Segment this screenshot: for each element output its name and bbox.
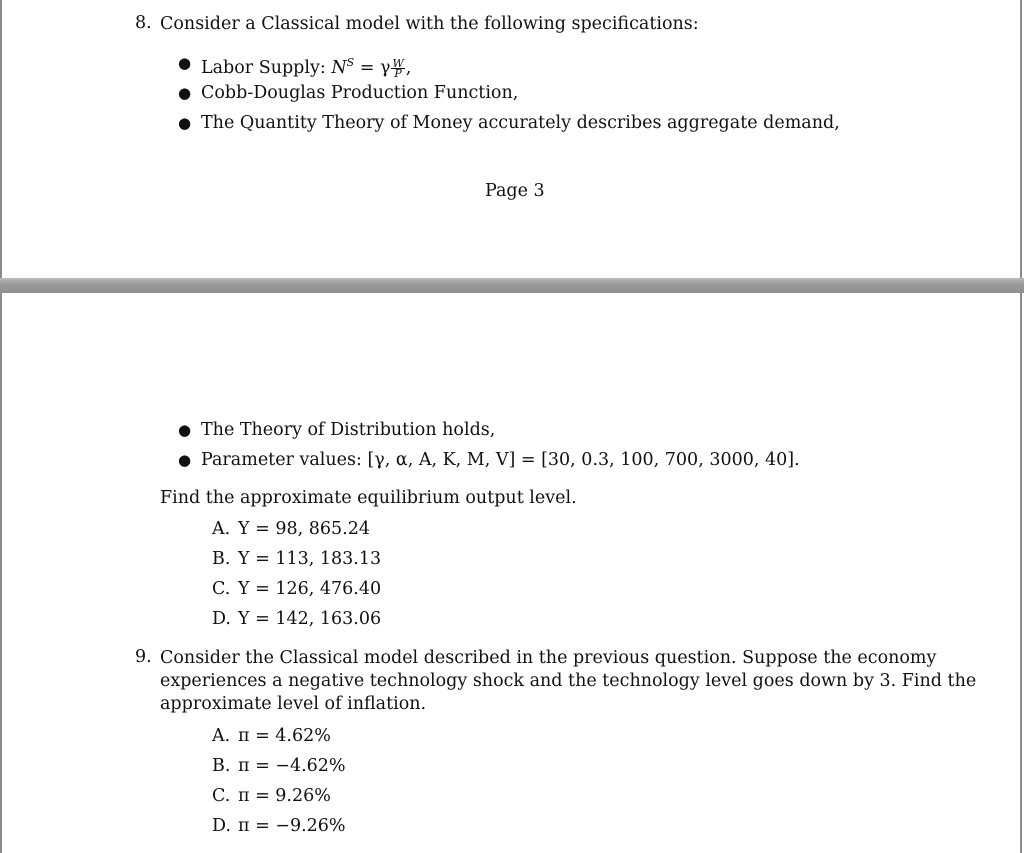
labor-supply-superscript: S [346, 56, 355, 69]
question-8-intro: Consider a Classical model with the following specifications: [160, 14, 699, 34]
option-letter: B. [212, 756, 231, 776]
q9-option-a: π = 4.62% [238, 726, 331, 746]
bullet-quantity-theory: The Quantity Theory of Money accurately describes aggregate demand, [201, 113, 840, 133]
q9-option-b: π = −4.62% [238, 756, 346, 776]
option-letter: C. [212, 579, 231, 599]
page-gap [0, 278, 1024, 293]
labor-supply-lhs: N [331, 57, 347, 78]
labor-supply-comma: , [405, 57, 412, 78]
bullet-dot: ● [178, 451, 192, 469]
option-letter: A. [212, 519, 231, 539]
question-9-number: 9. [135, 647, 152, 667]
q8-option-c: Y = 126, 476.40 [238, 579, 382, 599]
bullet-cobb-douglas: Cobb-Douglas Production Function, [201, 83, 519, 103]
q9-option-d: π = −9.26% [238, 816, 346, 836]
option-letter: D. [212, 609, 231, 629]
bullet-labor-supply [201, 52, 411, 79]
option-letter: A. [212, 726, 231, 746]
document-page-3 [0, 0, 1022, 278]
question-8-prompt: Find the approximate equilibrium output level. [160, 488, 577, 508]
question-9-line-3: approximate level of inflation. [160, 694, 427, 714]
bullet-parameter-values: Parameter values: [γ, α, A, K, M, V] = [30, 0.3, 100, 700, 3000, 40]. [201, 450, 800, 470]
option-letter: C. [212, 786, 231, 806]
document-page-4 [0, 293, 1022, 853]
page-number: Page 3 [485, 181, 545, 201]
bullet-dot: ● [178, 54, 192, 72]
fraction-denominator: P [394, 66, 402, 80]
bullet-dot: ● [178, 84, 192, 102]
bullet-distribution: The Theory of Distribution holds, [201, 420, 496, 440]
option-letter: B. [212, 549, 231, 569]
option-letter: D. [212, 816, 231, 836]
q8-option-b: Y = 113, 183.13 [238, 549, 382, 569]
labor-supply-equals: = γ [354, 57, 391, 78]
q8-option-d: Y = 142, 163.06 [238, 609, 382, 629]
q9-option-c: π = 9.26% [238, 786, 331, 806]
q8-option-a: Y = 98, 865.24 [238, 519, 370, 539]
question-9-line-2: experiences a negative technology shock and the technology level goes down by 3. Find the [160, 671, 977, 691]
labor-supply-label: Labor Supply: [201, 57, 332, 78]
fraction-numerator: W [392, 56, 404, 70]
question-8-number: 8. [135, 13, 152, 33]
bullet-dot: ● [178, 421, 192, 439]
question-9-line-1: Consider the Classical model described in the previous question. Suppose the economy [160, 648, 937, 668]
bullet-dot: ● [178, 114, 192, 132]
labor-supply-fraction [391, 56, 404, 80]
